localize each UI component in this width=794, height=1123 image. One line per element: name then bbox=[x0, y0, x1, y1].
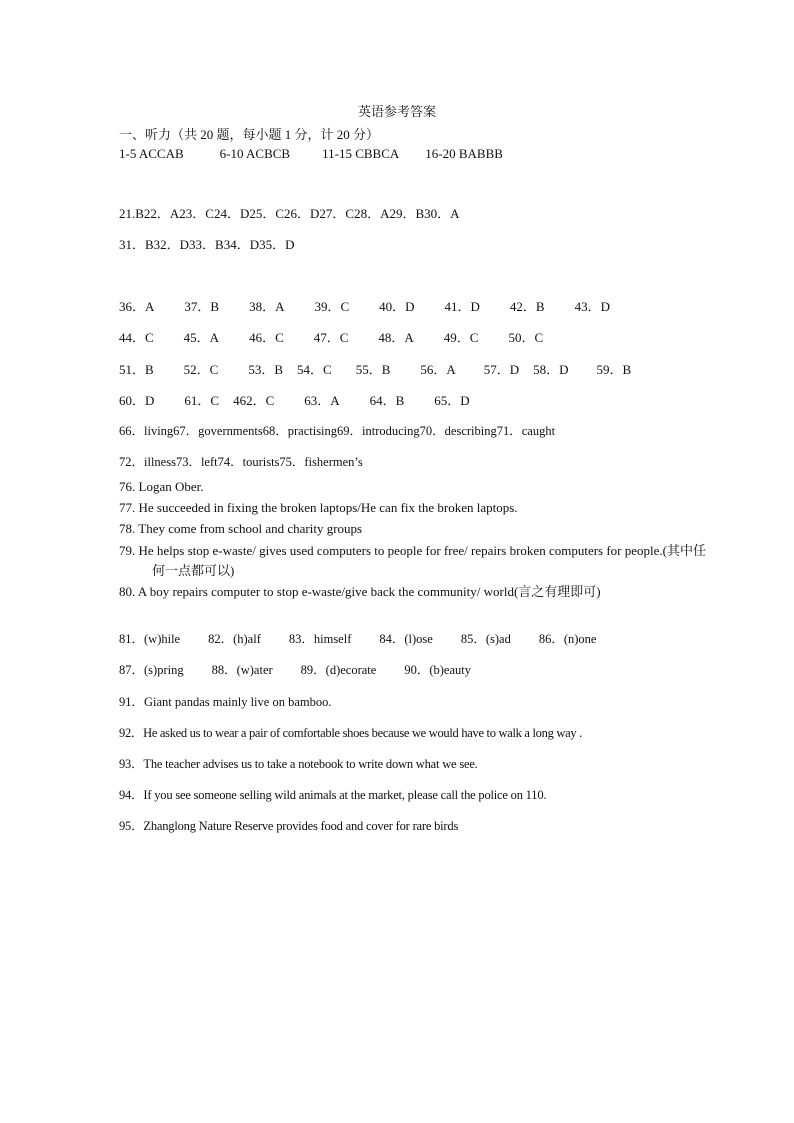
answer-item: 54．C bbox=[297, 362, 332, 377]
answer-92: 92．He asked us to wear a pair of comfortable shoes because we would have to walk a long way . bbox=[119, 726, 582, 740]
answer-item: 60．D bbox=[119, 393, 155, 408]
answer-item: 43．D bbox=[574, 299, 610, 314]
answers-81-86 bbox=[119, 629, 596, 647]
answer-item: 56．A bbox=[420, 362, 456, 377]
answer-item: 85．(s)ad bbox=[460, 632, 511, 646]
answer-item: 42．B bbox=[509, 299, 545, 314]
answer-item: 50．C bbox=[508, 330, 544, 345]
answer-item: 89．(d)ecorate bbox=[300, 663, 377, 677]
answer-item: 49．C bbox=[443, 330, 479, 345]
answer-item: 37．B bbox=[184, 299, 220, 314]
answer-item: 36．A bbox=[119, 299, 155, 314]
section-heading-listening: 一、听力（共 20 题，每小题 1 分，计 20 分） bbox=[119, 127, 380, 142]
answer-group: 1-5 ACCAB bbox=[119, 146, 184, 161]
answer-item: 53．B bbox=[248, 362, 284, 377]
answers-31-35: 31．B32．D33．B34．D35．D bbox=[119, 237, 295, 252]
answer-item: 38．A bbox=[249, 299, 285, 314]
answer-item: 40．D bbox=[379, 299, 415, 314]
answer-item: 41．D bbox=[444, 299, 480, 314]
answer-item: 84．(l)ose bbox=[379, 632, 433, 646]
answer-item: 64．B bbox=[369, 393, 405, 408]
answer-group: 11-15 CBBCA bbox=[322, 146, 400, 161]
answer-item: 48．A bbox=[378, 330, 414, 345]
answers-66-71: 66．living67．governments68．practising69．introducing70．describing71．caught bbox=[119, 424, 556, 438]
answer-item: 87．(s)pring bbox=[119, 663, 184, 677]
answer-item: 65．D bbox=[434, 393, 470, 408]
answer-item: 58．D bbox=[533, 362, 569, 377]
answer-item: 86．(n)one bbox=[538, 632, 597, 646]
answer-item: 83．himself bbox=[288, 632, 352, 646]
answers-60-65 bbox=[119, 390, 470, 409]
answer-item: 81．(w)hile bbox=[119, 632, 181, 646]
answer-item: 462．C bbox=[233, 393, 275, 408]
answer-item: 45．A bbox=[183, 330, 220, 345]
answer-78: 78. They come from school and charity groups bbox=[119, 521, 363, 536]
answer-76: 76. Logan Ober. bbox=[119, 479, 204, 494]
answers-87-90 bbox=[119, 660, 471, 678]
answer-item: 63．A bbox=[304, 393, 340, 408]
answer-item: 82．(h)alf bbox=[208, 632, 261, 646]
answer-91: 91．Giant pandas mainly live on bamboo. bbox=[119, 695, 332, 709]
answer-79: 79. He helps stop e-waste/ gives used computers to people for free/ repairs broken computers for people.(其中任何一点都可以) bbox=[119, 543, 706, 578]
answer-item: 44．C bbox=[119, 330, 154, 345]
answer-94: 94．If you see someone selling wild animals at the market, please call the police on 110. bbox=[119, 788, 547, 802]
answer-item: 88．(w)ater bbox=[211, 663, 273, 677]
answer-group: 6-10 ACBCB bbox=[219, 146, 291, 161]
answer-93: 93．The teacher advises us to take a notebook to write down what we see. bbox=[119, 757, 478, 771]
answer-item: 52．C bbox=[183, 362, 219, 377]
answers-21-30: 21.B22．A23．C24．D25．C26．D27．C28．A29．B30．A bbox=[119, 206, 460, 221]
page-title: 英语参考答案 bbox=[357, 104, 436, 119]
listening-answers bbox=[119, 146, 503, 162]
answer-group: 16-20 BABBB bbox=[425, 146, 503, 161]
answer-item: 59．B bbox=[596, 362, 632, 377]
answers-36-43 bbox=[119, 296, 610, 315]
answer-item: 51．B bbox=[119, 362, 154, 377]
answers-51-59 bbox=[119, 359, 631, 378]
answer-item: 46．C bbox=[249, 330, 284, 345]
answer-item: 55．B bbox=[355, 362, 391, 377]
answer-item: 61．C bbox=[184, 393, 220, 408]
answer-item: 39．C bbox=[314, 299, 350, 314]
answers-44-50 bbox=[119, 327, 543, 346]
answer-77: 77. He succeeded in fixing the broken laptops/He can fix the broken laptops. bbox=[119, 500, 518, 515]
answer-item: 47．C bbox=[313, 330, 349, 345]
answer-item: 57．D bbox=[483, 362, 520, 377]
answer-95: 95．Zhanglong Nature Reserve provides food and cover for rare birds bbox=[119, 819, 459, 833]
answer-item: 90．(b)eauty bbox=[404, 663, 471, 677]
answer-80: 80. A boy repairs computer to stop e-waste/give back the community/ world(言之有理即可) bbox=[119, 584, 601, 599]
answers-72-75: 72．illness73．left74．tourists75．fishermen’s bbox=[119, 455, 363, 469]
